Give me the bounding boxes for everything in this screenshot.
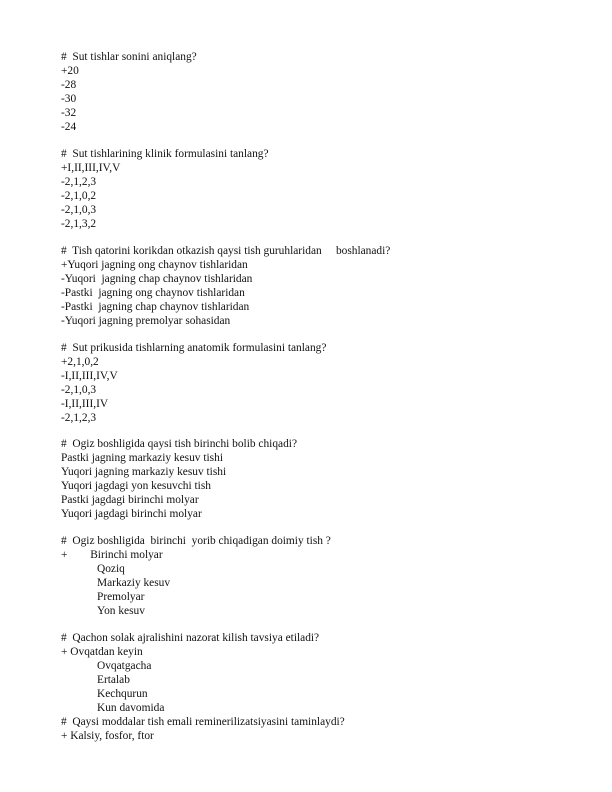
answer-option-correct: + Kalsiy, fosfor, ftor bbox=[61, 730, 154, 743]
answer-option: -2,1,0,3 bbox=[61, 384, 97, 397]
answer-option-correct: + Birinchi molyar bbox=[61, 549, 163, 562]
question-6 bbox=[61, 534, 601, 619]
answer-option: Ovqatgacha bbox=[97, 660, 152, 673]
answer-option: +Yuqori jagning ong chaynov tishlaridan bbox=[61, 259, 248, 272]
answer-option: Pastki jagning markaziy kesuv tishi bbox=[61, 452, 223, 465]
answer-option: -28 bbox=[61, 79, 77, 92]
answer-option: +I,II,III,IV,V bbox=[61, 162, 121, 175]
answer-option: Ertalab bbox=[97, 674, 130, 687]
question-1 bbox=[61, 50, 601, 135]
question-text: # Sut prikusida tishlarning anatomik formulasini tanlang? bbox=[61, 342, 327, 354]
question-text: # Qaysi moddalar tish emali reminerilizatsiyasini taminlaydi? bbox=[61, 716, 345, 728]
answer-option: Kun davomida bbox=[97, 702, 165, 715]
answer-option: Yuqori jagdagi yon kesuvchi tish bbox=[61, 480, 211, 493]
answer-option: -2,1,2,3 bbox=[61, 176, 97, 189]
answer-option: Premolyar bbox=[97, 591, 145, 604]
answer-option: Yuqori jagdagi birinchi molyar bbox=[61, 508, 202, 521]
question-text: # Sut tishlar sonini aniqlang? bbox=[61, 51, 197, 63]
answer-option: -2,1,0,2 bbox=[61, 190, 97, 203]
answer-option: Yon kesuv bbox=[97, 605, 145, 618]
question-text: # Qachon solak ajralishini nazorat kilish tavsiya etiladi? bbox=[61, 632, 320, 644]
answer-option: -2,1,0,3 bbox=[61, 204, 97, 217]
answer-option: -Yuqori jagning premolyar sohasidan bbox=[61, 315, 231, 328]
answer-option: -Pastki jagning ong chaynov tishlaridan bbox=[61, 287, 245, 300]
answer-option: +2,1,0,2 bbox=[61, 356, 99, 369]
answer-option: -24 bbox=[61, 121, 77, 134]
answer-option: -Yuqori jagning chap chaynov tishlaridan bbox=[61, 273, 253, 286]
answer-option: Markaziy kesuv bbox=[97, 577, 171, 590]
question-4 bbox=[61, 341, 601, 426]
answer-option: Kechqurun bbox=[97, 688, 148, 701]
answer-option: -I,II,III,IV,V bbox=[61, 370, 118, 383]
question-text: # Ogiz boshligida qaysi tish birinchi bolib chiqadi? bbox=[61, 438, 298, 450]
answer-option: -2,1,3,2 bbox=[61, 218, 97, 231]
question-8 bbox=[61, 715, 601, 743]
answer-option: -30 bbox=[61, 93, 77, 106]
answer-option: +20 bbox=[61, 65, 79, 78]
answer-option: -2,1,2,3 bbox=[61, 412, 97, 425]
question-text: # Ogiz boshligida birinchi yorib chiqadigan doimiy tish ? bbox=[61, 535, 331, 547]
answer-option: Pastki jagdagi birinchi molyar bbox=[61, 494, 199, 507]
answer-option: -Pastki jagning chap chaynov tishlaridan bbox=[61, 301, 250, 314]
question-5 bbox=[61, 437, 601, 522]
answer-option: Qoziq bbox=[97, 563, 125, 576]
answer-option-correct: + Ovqatdan keyin bbox=[61, 646, 143, 659]
answer-option: -32 bbox=[61, 107, 77, 120]
question-text: # Sut tishlarining klinik formulasini tanlang? bbox=[61, 148, 269, 160]
question-7 bbox=[61, 631, 601, 716]
question-2 bbox=[61, 147, 601, 232]
question-text: # Tish qatorini korikdan otkazish qaysi tish guruhlaridan boshlanadi? bbox=[61, 245, 391, 257]
answer-option: -I,II,III,IV bbox=[61, 398, 109, 411]
answer-option: Yuqori jagning markaziy kesuv tishi bbox=[61, 466, 227, 479]
question-3 bbox=[61, 244, 601, 329]
